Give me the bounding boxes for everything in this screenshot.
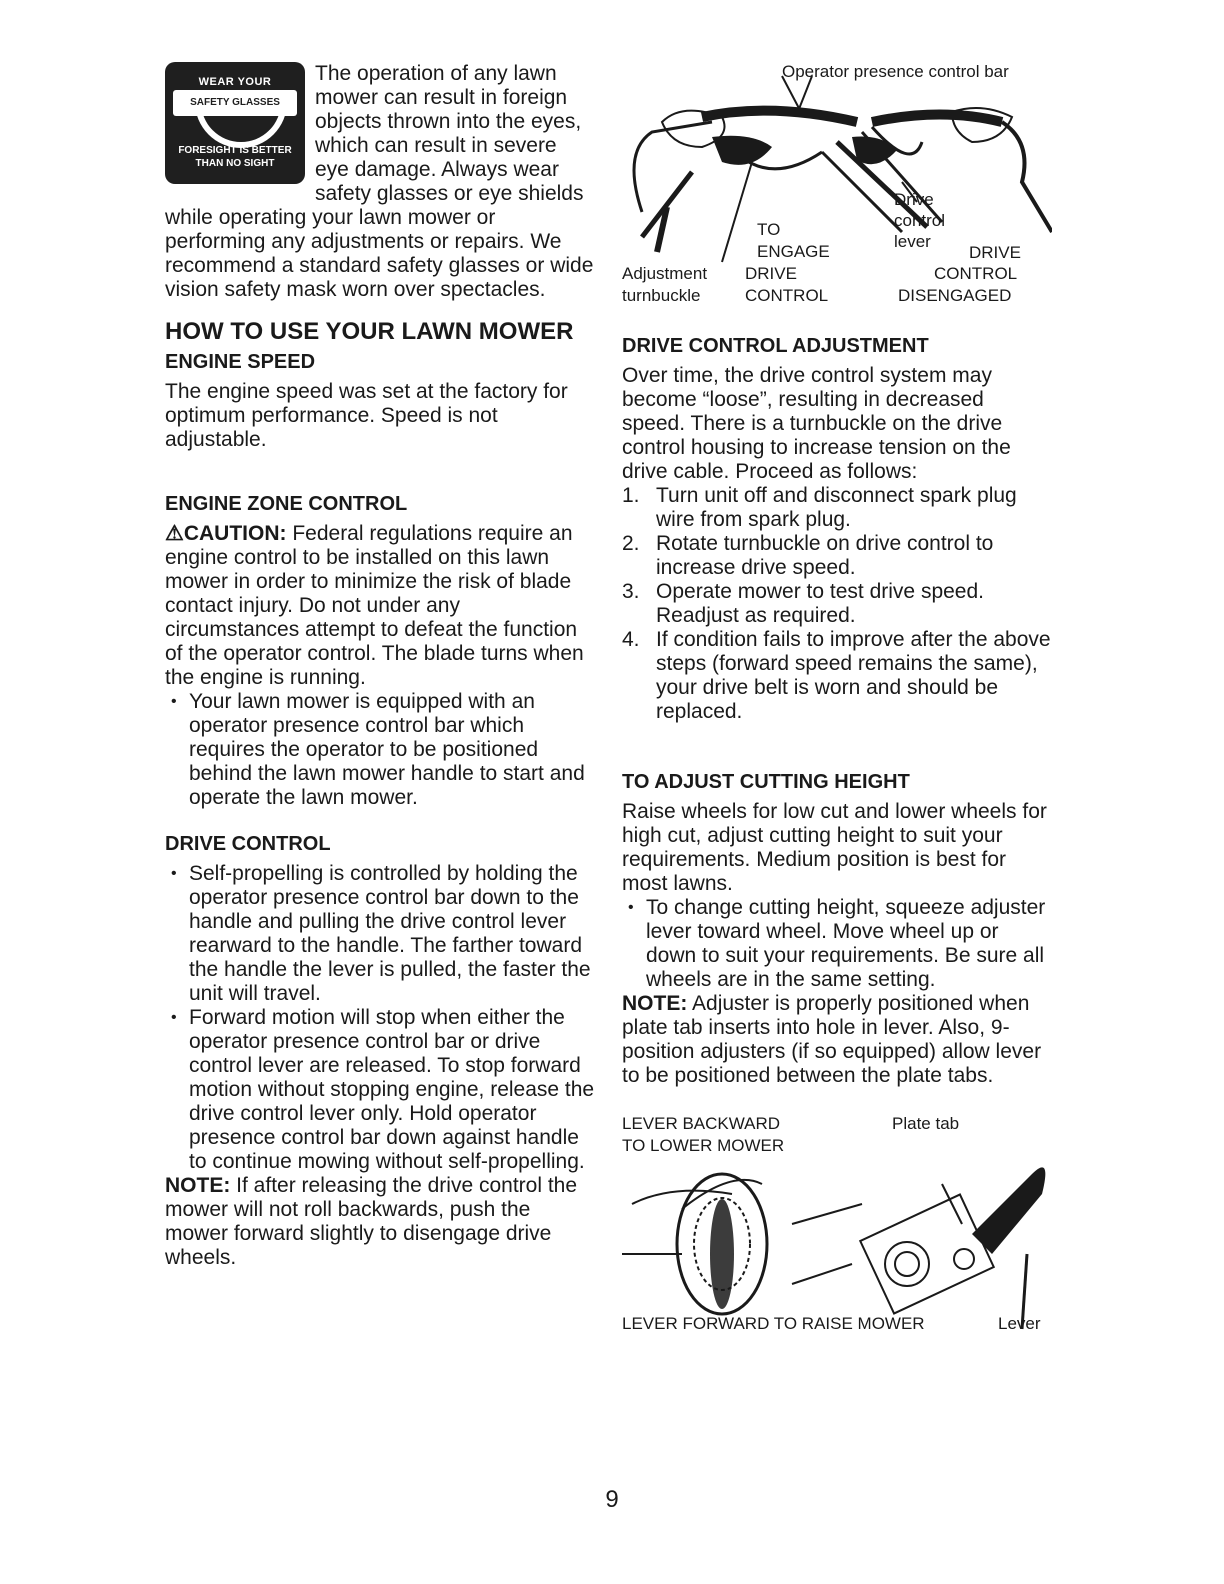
note-text: If after releasing the drive control the mower will not roll backwards, push the mower forward slightly to disengage drive wheels. bbox=[165, 1174, 578, 1269]
step-number: 2. bbox=[622, 532, 640, 555]
drive-lever-label-3: lever bbox=[894, 232, 931, 251]
adjustment-label-2: turnbuckle bbox=[622, 286, 701, 305]
list-item: • Forward motion will stop when either the operator presence control bar or drive control lever are released. To stop forward motion without stopping engine, release the drive control lever only. Hold operator presence control bar down against handle to continue mowing without self-propelling. bbox=[165, 1006, 595, 1174]
to-engage-label-3: DRIVE bbox=[745, 264, 797, 283]
list-item: • To change cutting height, squeeze adjuster lever toward wheel. Move wheel up or down to suit your requirements. Be sure all wheels are in the same setting. bbox=[622, 896, 1052, 992]
list-item bbox=[622, 580, 1052, 628]
step-number: 3. bbox=[622, 580, 640, 603]
list-item bbox=[622, 532, 1052, 580]
cutting-height-figure bbox=[622, 1114, 1052, 1334]
note-text: Adjuster is properly positioned when plate tab inserts into hole in lever. Also, 9-position adjusters (if so equipped) allow lever to be positioned between the plate tabs. bbox=[622, 992, 1042, 1087]
list-item bbox=[622, 484, 1052, 532]
step-number: 1. bbox=[622, 484, 640, 507]
engine-speed-text: The engine speed was set at the factory for optimum performance. Speed is not adjustable. bbox=[165, 380, 568, 451]
disengaged-label-2: CONTROL bbox=[934, 264, 1018, 283]
lever-backward-label-1: LEVER BACKWARD bbox=[622, 1114, 781, 1133]
list-item: • Self-propelling is controlled by holding the operator presence control bar down to the handle and pulling the drive control lever rearward to the handle. The farther toward the handle the lever is pulled, the faster the unit will travel. bbox=[165, 862, 595, 1006]
engine-zone-heading: ENGINE ZONE CONTROL bbox=[165, 493, 408, 515]
cut-height-list bbox=[622, 896, 1052, 992]
disengaged-label-1: DRIVE bbox=[969, 243, 1021, 262]
note-label: NOTE: bbox=[165, 1174, 231, 1197]
step-text: If condition fails to improve after the above steps (forward speed remains the same), your drive belt is worn and should be replaced. bbox=[656, 628, 1051, 723]
badge-line-3a: FORESIGHT IS BETTER bbox=[178, 145, 292, 156]
drive-lever-label-2: control bbox=[894, 211, 946, 230]
cut-height-heading: TO ADJUST CUTTING HEIGHT bbox=[622, 771, 910, 793]
list-item: • Your lawn mower is equipped with an operator presence control bar which requires the operator to be positioned behind the lawn mower handle to start and operate the lawn mower. bbox=[165, 690, 595, 810]
caution-paragraph bbox=[165, 522, 595, 690]
section-title-how-to-use: HOW TO USE YOUR LAWN MOWER bbox=[165, 318, 574, 345]
drive-control-list bbox=[165, 862, 595, 1174]
step-number: 4. bbox=[622, 628, 640, 651]
cut-height-note bbox=[622, 992, 1052, 1088]
lever-backward-label-2: TO LOWER MOWER bbox=[622, 1136, 785, 1155]
to-engage-label-2: ENGAGE bbox=[757, 242, 830, 261]
to-engage-label-1: TO bbox=[757, 220, 781, 239]
engine-speed-heading: ENGINE SPEED bbox=[165, 351, 316, 373]
intro-text: The operation of any lawn mower can result in foreign objects thrown into the eyes, which can result in severe eye damage. Always wear safety glasses or eye shields while operating your lawn mower or performing any adjustments or repairs. We recommend a standard safety glasses or wide vision safety mask worn over spectacles. bbox=[165, 62, 594, 301]
right-column bbox=[622, 62, 1052, 1334]
drive-lever-label-1: Drive bbox=[894, 190, 934, 209]
cut-height-text: Raise wheels for low cut and lower wheels for high cut, adjust cutting height to suit your requirements. Medium position is best for most lawns. bbox=[622, 800, 1047, 895]
drive-adjust-steps bbox=[622, 484, 1052, 724]
badge-line-2: SAFETY GLASSES bbox=[173, 90, 297, 116]
page-number: 9 bbox=[605, 1486, 619, 1513]
lever-forward-label: LEVER FORWARD TO RAISE MOWER bbox=[622, 1314, 925, 1333]
safety-intro bbox=[165, 62, 595, 302]
drive-control-heading: DRIVE CONTROL bbox=[165, 833, 331, 855]
drive-control-note bbox=[165, 1174, 595, 1270]
left-column bbox=[165, 62, 595, 1270]
note-label: NOTE: bbox=[622, 992, 688, 1015]
drive-adjust-text: Over time, the drive control system may become “loose”, resulting in decreased speed. There is a turnbuckle on the drive control housing to increase tension on the drive cable. Proceed as follows: bbox=[622, 364, 1011, 483]
plate-tab-label: Plate tab bbox=[892, 1114, 960, 1133]
lever-label: Lever bbox=[998, 1314, 1041, 1333]
to-engage-label-4: CONTROL bbox=[745, 286, 829, 305]
drive-adjust-heading: DRIVE CONTROL ADJUSTMENT bbox=[622, 335, 929, 357]
adjustment-label-1: Adjustment bbox=[622, 264, 708, 283]
operator-bar-label: Operator presence control bar bbox=[782, 62, 1009, 81]
caution-text: Federal regulations require an engine control to be installed on this lawn mower in order to minimize the risk of blade contact injury. Do not under any circumstances attempt to defeat the function of the operator control. The blade turns when the engine is running. bbox=[165, 522, 584, 689]
drive-control-figure bbox=[622, 62, 1052, 312]
caution-label: CAUTION: bbox=[183, 522, 287, 545]
step-text: Operate mower to test drive speed. Readjust as required. bbox=[656, 580, 984, 627]
safety-glasses-badge-icon bbox=[165, 62, 305, 184]
disengaged-label-3: DISENGAGED bbox=[898, 286, 1012, 305]
caution-warning-icon: ⚠ bbox=[165, 522, 184, 545]
step-text: Turn unit off and disconnect spark plug wire from spark plug. bbox=[656, 484, 1017, 531]
list-item bbox=[622, 628, 1052, 724]
badge-line-1: WEAR YOUR bbox=[198, 76, 272, 88]
engine-zone-list bbox=[165, 690, 595, 810]
badge-line-3 bbox=[165, 144, 305, 170]
step-text: Rotate turnbuckle on drive control to increase drive speed. bbox=[656, 532, 994, 579]
badge-line-3b: THAN NO SIGHT bbox=[195, 158, 275, 169]
